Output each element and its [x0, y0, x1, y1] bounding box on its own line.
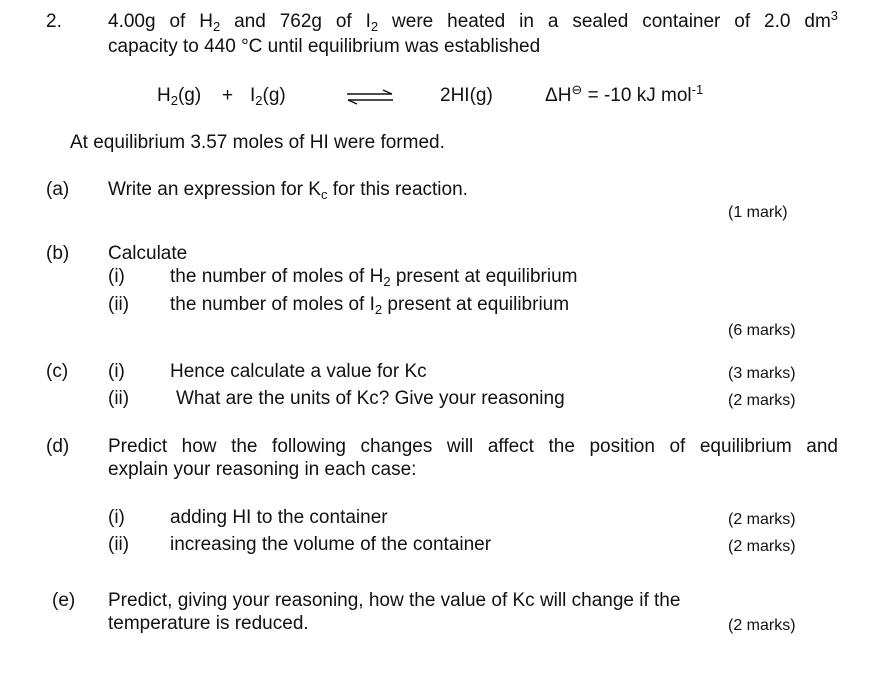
part-d-ii-text: increasing the volume of the container: [170, 534, 492, 555]
part-b-label: (b): [46, 243, 70, 264]
part-e-marks: (2 marks): [728, 617, 796, 634]
part-c-i-label: (i): [108, 361, 125, 382]
equilibrium-statement: At equilibrium 3.57 moles of HI were formed.: [70, 132, 445, 153]
part-c-label: (c): [46, 361, 69, 382]
equation-reactant-h2: $H_2(g)$: [157, 85, 202, 108]
part-a-label: (a): [46, 179, 70, 200]
part-c-i-marks: (3 marks): [728, 365, 796, 382]
equilibrium-arrows-icon: [345, 88, 395, 106]
part-d-i-marks: (2 marks): [728, 511, 796, 528]
part-c-i-text: Hence calculate a value for Kc: [170, 361, 427, 382]
part-d-line-2: explain your reasoning in each case:: [108, 459, 417, 480]
part-d-label: (d): [46, 436, 70, 457]
equation-product: 2HI(g): [440, 85, 493, 106]
part-d-ii-label: (ii): [108, 534, 130, 555]
equation-reactant-i2: $I_2(g)$: [250, 85, 286, 108]
part-e-label: (e): [52, 590, 76, 611]
part-b-heading: Calculate: [108, 243, 188, 264]
equation-enthalpy: ΔH⊖ = -10 kJ mol$^{-1}$: [545, 82, 704, 106]
part-b-i-label: (i): [108, 266, 125, 287]
part-a-marks: (1 mark): [728, 204, 788, 221]
part-c-ii-marks: (2 marks): [728, 392, 796, 409]
question-number: 2.: [46, 11, 62, 32]
part-d-ii-marks: (2 marks): [728, 538, 796, 555]
standard-state-symbol: ⊖: [571, 82, 583, 97]
part-d-i-label: (i): [108, 507, 125, 528]
part-b-ii-label: (ii): [108, 294, 130, 315]
intro-line-1: 4.00g of $H_2$ and 762g of $I_2$ were heated in a sealed container of 2.0 $dm^3$: [108, 8, 838, 34]
part-d-i-text: adding HI to the container: [170, 507, 388, 528]
part-a-text: Write an expression for $K_c$ for this reaction.: [108, 179, 468, 202]
part-d-line-1: Predict how the following changes will affect the position of equilibrium and: [108, 436, 838, 457]
part-e-line-2: temperature is reduced.: [108, 613, 309, 634]
part-b-marks: (6 marks): [728, 322, 796, 339]
part-b-i-text: the number of moles of $H_2$ present at equilibrium: [170, 266, 578, 289]
intro-line-2: capacity to 440 °C until equilibrium was established: [108, 36, 541, 57]
equation-plus: +: [222, 85, 234, 106]
part-b-ii-text: the number of moles of $I_2$ present at equilibrium: [170, 294, 570, 317]
part-c-ii-label: (ii): [108, 388, 130, 409]
part-c-ii-text: What are the units of Kc? Give your reasoning: [176, 388, 565, 409]
part-e-line-1: Predict, giving your reasoning, how the value of Kc will change if the: [108, 590, 681, 611]
